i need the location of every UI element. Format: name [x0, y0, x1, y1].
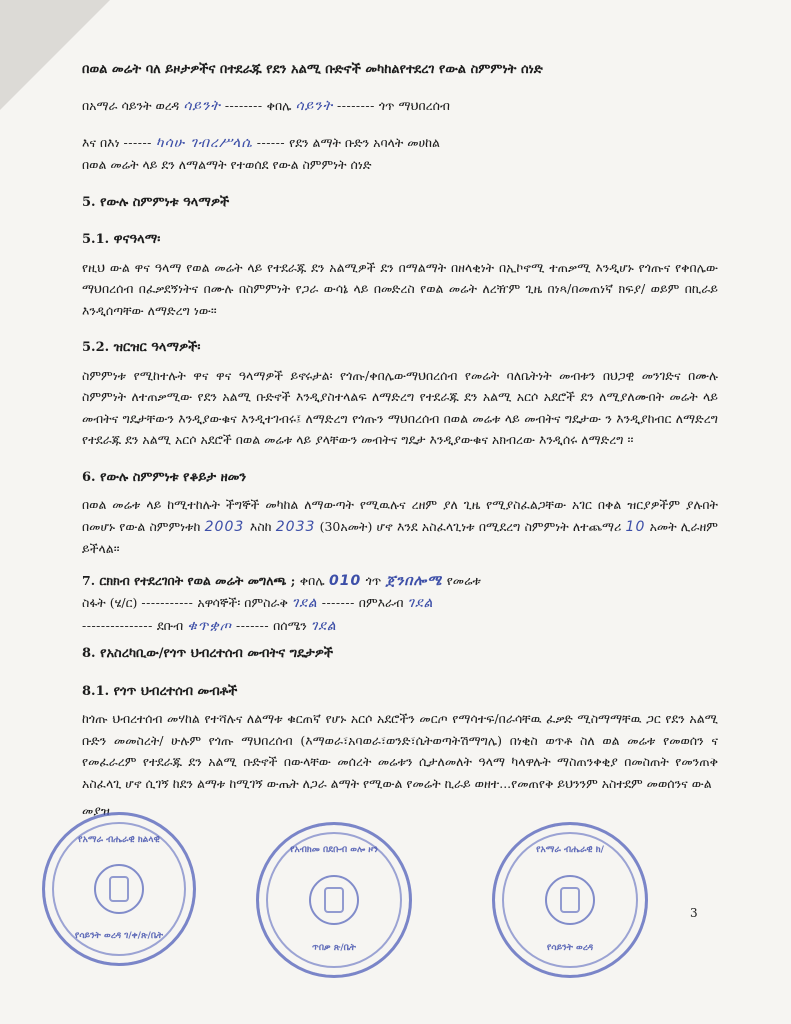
stamp-emblem-icon — [94, 864, 144, 914]
stamp-right-top-text: የአማራ ብሔራዊ ክ/ — [536, 845, 604, 855]
group-suffix: የደን ልማት ቡድን አባላት መሀከል — [289, 134, 440, 150]
section-7-line-1 — [82, 570, 718, 593]
document-title: በወል መሬት ባለ ይዞታዎችና በተደራጁ የደን አልሚ ቡድኖች መካከልየተደረገ የውል ስምምነት ሰነድ — [82, 62, 543, 77]
section-6-text-c: (30አመት) ሆኖ እንደ አስፈላጊነቱ በሚደረግ ስምምነት ለተጨማሪ — [319, 518, 622, 534]
s7-west-label: በምእራብ — [358, 595, 404, 610]
section-5-2-text: ስምምነቱ የሚከተሉት ዋና ዋና ዓላማዎች ይኖሩታል፡ የጎጡ/ቀበሌውማህበረሰብ የመሬት ባለቤትነት መብቱን በህጋዊ መንገድና በሙሉ ስምምነት ለተጠቃሚው የደን አልሚ ቡድኖች እንዲያስተላልፍ ለማድረግ የተደራጁ ደን አልሚ አርሶ አደሮች ደን ለሚያለሙበት መሬት ላይ መብትና ግዴታቸውን እንዲያውቁና እንዲተገብሩ፤ ለማድረግ የጎጡን ማህበረሰብ በወል መሬቱ ላይ መብትና ግዴታው ን እንዲያከብር ለማድረግ የተደራጁ ደን አልሚ አርሶ አደሮች በወል መሬቱ ላይ ያላቸውን መብትና ግዴታ እንዲያውቁና አክብረው እንዲሰሩ ለማድረግ ፡፡ — [82, 367, 718, 447]
stamp-right — [492, 822, 648, 978]
page-number: 3 — [690, 906, 698, 920]
kebele-handwritten: ሳይንት — [295, 98, 334, 114]
region-label: በአማራ ሳይንት ወረዳ — [82, 98, 180, 113]
extension-years-handwritten: 10 — [625, 518, 646, 535]
kebele-label: ቀበሌ — [266, 98, 292, 113]
section-6-text-b: እስከ — [249, 518, 272, 534]
stamp-center — [256, 822, 412, 978]
document-body — [82, 58, 718, 822]
section-8-heading: 8. የአስረካቢው/የጎጥ ህብረተሰብ መብትና ግዴታዎች — [82, 646, 334, 661]
section-5-2-heading: 5.2. ዝርዝር ዓላማዎች፡ — [82, 340, 201, 355]
s7-west-handwritten: ገደል — [407, 595, 434, 611]
s7-kebele-label: ቀበሌ — [299, 572, 325, 588]
s7-area-label: ስፋት (ሄ/ር) — [82, 595, 138, 610]
section-8-1-tail: መያዝ — [82, 803, 110, 818]
s7-got-handwritten: ጀንበሎሜ — [385, 572, 443, 589]
section-6-text-a: በወል መሬቱ ላይ ከሚተከሉት ችግኞች መካከል ለማውጣት የሚዉሉና ረዘም ያለ ጊዜ የሚያስፈልጋቸው አገር በቀል ዝርያዎችም ያሉበት በመሆኑ የውል ስምምነቱከ — [82, 497, 718, 534]
stamp-emblem-icon — [545, 875, 595, 925]
stamp-left-bottom-text: የሳይንት ወረዳ ገ/ቀ/ጽ/ቤት — [74, 931, 164, 941]
s7-east-handwritten: ገደል — [291, 595, 318, 611]
s7-land-label: የመሬቱ — [446, 572, 481, 588]
stamp-center-bottom-text: ጥበቃ ጽ/ቤት — [312, 943, 356, 953]
duration-to-handwritten: 2033 — [275, 518, 316, 535]
stamp-center-top-text: የአብክመ በደቡብ ወሎ ዞን — [290, 845, 378, 855]
s7-borders-label: አዋሳኞች፡ በምስራቅ — [197, 595, 288, 610]
stamp-emblem-icon — [309, 875, 359, 925]
s7-north-label: በሰሜን — [273, 617, 307, 633]
s7-north-handwritten: ገደል — [310, 617, 337, 634]
duration-from-handwritten: 2003 — [204, 518, 250, 535]
group-handwritten: ካሳሁ ገብረሥላሴ — [155, 134, 253, 151]
section-5-heading: 5. የውሉ ስምምነቱ ዓላማዎች — [82, 194, 230, 210]
woreda-handwritten: ሳይንት — [183, 98, 221, 114]
s7-kebele-handwritten: 010 — [328, 572, 362, 589]
section-6-heading: 6. የውሉ ስምምነቱ የቆይታ ዘመን — [82, 469, 247, 485]
s7-got-label: ጎጥ — [365, 572, 382, 588]
s7-south-handwritten: ቁጥቋጦ — [187, 617, 233, 634]
s7-south-label: ደቡብ — [156, 617, 184, 633]
stamp-left-top-text: የአማራ ብሔራዊ ክልላዊ — [78, 835, 160, 845]
section-6-text — [82, 494, 718, 560]
intro-line-2: እና በእነ ------ ካሳሁ ገብረሥላሴ ------ የደን ልማት ቡድን አባላት መሀከል — [82, 134, 440, 151]
intro-line-3: በወል መሬት ላይ ደን ለማልማት የተወሰደ የውል ስምምነት ሰነድ — [82, 157, 372, 172]
section-7-line-2: ስፋት (ሄ/ር) ----------- አዋሳኞች፡ በምስራቅ ገደል ------- በምእራብ ገደል — [82, 595, 434, 611]
section-5-1-text: የዚህ ውል ዋና ዓላማ የወል መሬት ላይ የተደራጁ ደን አልሚዎች ደን በማልማት በዘላቂነት በኢኮኖሚ ተጠቃሚ እንዲሆኑ የጎጡና የቀበሌው ማህበረሰብ በፈቃደኝነትና በሙሉ በስምምነት የጋራ ውሳኔ ላይ በመድረስ የወል መሬት ለረዥም ጊዜ በነጻ/በመጠነኛ ክፍያ/ ወይም በኪራይ እንዲሰጣቸው ለማድረግ ነው፡፡ — [82, 259, 718, 318]
stamp-right-bottom-text: የሳይንት ወረዳ — [546, 943, 594, 953]
section-6-text-d: አመት ሊራዘም ይችላል፡፡ — [82, 518, 718, 556]
intro-line-1: በአማራ ሳይንት ወረዳ ሳይንት -------- ቀበሌ ሳይንት -------- ጎጥ ማህበረሰብ — [82, 98, 450, 114]
community-label: ጎጥ ማህበረሰብ — [378, 98, 450, 113]
section-7-heading: 7. ርክክብ የተደረገበት የወል መሬት መግለጫ ; — [82, 572, 296, 588]
section-5-1-heading: 5.1. ዋናዓላማ፡ — [82, 232, 161, 247]
section-8-1-heading: 8.1. የጎጥ ህብረተሰብ መብቶች — [82, 683, 238, 699]
section-8-1-text: ከጎጡ ህብረተሰብ መሃከል የተሻሉና ለልማቱ ቁርጠኛ የሆኑ አርሶ አደሮችን መርጦ የማሳተፍ/በራሳቸዉ ፈቃድ ሚስማማቸዉ ጋር የደን አልሚ ቡድን መመስረት/ ሁሉም የጎጡ ማህበረሰብ (እማወራ፣አባወራ፣ወንድ፣ሴትወጣትሽማግሌ) በነቂስ ወጥቶ ስለ ወል መሬቱ የመወሰን ና የመፈራረም የተደራጁ ደን አልሚ ቡድኖች በውላቸው መሰረት መሬቱን ሲታለመለት ዓላማ ካላዋሉት ማስጠንቀቂያ በመስጠት የመንጠቅ አስፈላጊ ሆኖ ሲገኝ ከደን ልማቱ ከሚገኝ ውጤት ለጋራ ልማት የሚውል የመሬት ኪራይ ወዘተ...የመጠየቅ ይህንንም አስተደም መወሰንና ውል — [82, 711, 718, 791]
and-label: እና በእነ — [82, 134, 120, 150]
stamp-left — [42, 812, 196, 966]
section-7-line-3: --------------- ደቡብ ቁጥቋጦ ------- በሰሜን ገደል — [82, 617, 337, 634]
